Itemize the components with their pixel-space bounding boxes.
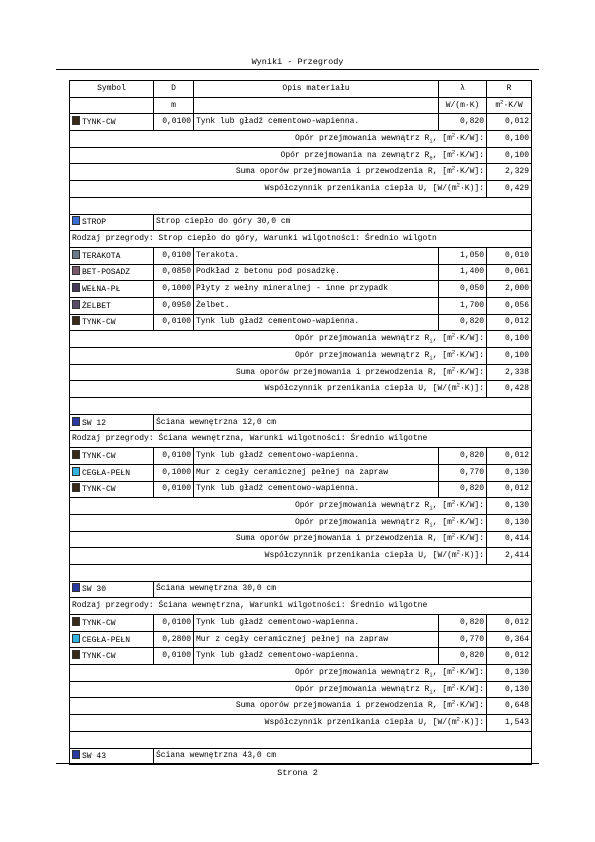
layer-lambda: 1,050 xyxy=(439,247,487,264)
summary-value: 0,130 xyxy=(487,681,532,698)
layer-description: Płyty z wełny mineralnej - inne przypadk xyxy=(194,281,439,298)
summary-value: 0,100 xyxy=(487,147,532,164)
layer-lambda: 0,820 xyxy=(439,481,487,498)
layer-lambda: 0,820 xyxy=(439,648,487,665)
layer-resistance: 0,012 xyxy=(487,114,532,131)
section-spacer-row xyxy=(70,564,532,581)
layer-symbol-text: BET-POSADZ xyxy=(82,268,131,278)
layer-symbol xyxy=(70,615,154,632)
material-layer-row xyxy=(70,481,532,498)
partition-symbol-text: SW 30 xyxy=(82,585,107,595)
layer-thickness: 0,0100 xyxy=(154,114,194,131)
layer-symbol xyxy=(70,114,154,131)
partition-symbol-text: SW 12 xyxy=(82,418,107,428)
partition-symbol xyxy=(70,214,154,231)
summary-label: Opór przejmowania wewnątrz $R_i$, $[m^2\cdot K/W]$: xyxy=(70,498,487,515)
summary-row xyxy=(70,147,532,164)
partition-type: Rodzaj przegrody: Strop ciepło do góry, Warunki wilgotności: Średnio wilgotn xyxy=(70,231,532,248)
summary-row xyxy=(70,381,532,398)
strop-material-icon xyxy=(72,216,80,225)
summary-row xyxy=(70,665,532,682)
partition-title-row xyxy=(70,214,532,231)
layer-symbol xyxy=(70,247,154,264)
layer-lambda: 0,770 xyxy=(439,631,487,648)
section-spacer xyxy=(70,197,532,214)
header-divider xyxy=(56,69,539,70)
layer-symbol-text: TYNK-CW xyxy=(82,618,116,628)
layer-description: Tynk lub gładź cementowo-wapienna. xyxy=(194,314,439,331)
partition-title-row xyxy=(70,581,532,598)
layer-description: Żelbet. xyxy=(194,297,439,314)
partition-symbol-text: STROP xyxy=(82,218,107,228)
layer-thickness: 0,1000 xyxy=(154,464,194,481)
partition-type-row xyxy=(70,231,532,248)
layer-thickness: 0,0950 xyxy=(154,297,194,314)
layer-symbol-text: ŻELBET xyxy=(82,301,111,311)
layer-lambda: 1,700 xyxy=(439,297,487,314)
summary-row xyxy=(70,164,532,181)
layer-symbol-text: TYNK-CW xyxy=(82,485,116,495)
summary-value: 0,428 xyxy=(487,381,532,398)
unit-lambda: W/(m·K) xyxy=(439,97,487,114)
summary-label: Opór przejmowania wewnątrz $R_i$, $[m^2\cdot K/W]$: xyxy=(70,331,487,348)
partition-type-row xyxy=(70,598,532,615)
summary-row xyxy=(70,331,532,348)
section-spacer-row xyxy=(70,197,532,214)
section-spacer xyxy=(70,564,532,581)
summary-label: Opór przejmowania wewnątrz $R_i$, $[m^2\cdot K/W]$: xyxy=(70,665,487,682)
cegla-material-icon xyxy=(72,634,80,643)
partition-type-row xyxy=(70,431,532,448)
summary-value: 2,338 xyxy=(487,364,532,381)
partition-name: Strop ciepło do góry 30,0 cm xyxy=(154,214,532,231)
summary-value: 0,130 xyxy=(487,514,532,531)
layer-lambda: 0,820 xyxy=(439,314,487,331)
layer-resistance: 0,012 xyxy=(487,314,532,331)
layer-symbol xyxy=(70,281,154,298)
units-description xyxy=(194,97,439,114)
sciana-material-icon xyxy=(72,750,80,759)
layer-description: Tynk lub gładź cementowo-wapienna. xyxy=(194,114,439,131)
section-spacer-row xyxy=(70,398,532,415)
summary-label: Opór przejmowania wewnątrz $R_i$, $[m^2\cdot K/W]$: xyxy=(70,348,487,365)
units-row xyxy=(70,97,532,114)
layer-resistance: 2,000 xyxy=(487,281,532,298)
layer-resistance: 0,061 xyxy=(487,264,532,281)
material-layer-row xyxy=(70,281,532,298)
layer-symbol-text: CEGŁA-PEŁN xyxy=(82,468,131,478)
summary-value: 0,100 xyxy=(487,348,532,365)
summary-label: Opór przejmowania wewnątrz $R_i$, $[m^2\cdot K/W]$: xyxy=(70,681,487,698)
tynk-material-icon xyxy=(72,116,80,125)
summary-label: Opór przejmowania wewnątrz $R_i$, $[m^2\cdot K/W]$: xyxy=(70,131,487,148)
material-layer-row xyxy=(70,297,532,314)
layer-thickness: 0,0100 xyxy=(154,648,194,665)
layer-thickness: 0,0100 xyxy=(154,615,194,632)
layer-lambda: 1,400 xyxy=(439,264,487,281)
tynk-material-icon xyxy=(72,650,80,659)
summary-label: Współczynnik przenikania ciepła U, $[W/(m^2\cdot K)]$: xyxy=(70,381,487,398)
layer-thickness: 0,0850 xyxy=(154,264,194,281)
layer-thickness: 0,0100 xyxy=(154,247,194,264)
partition-title-row xyxy=(70,414,532,431)
summary-label: Współczynnik przenikania ciepła U, $[W/(m^2\cdot K)]$: xyxy=(70,548,487,565)
terakota-material-icon xyxy=(72,250,80,259)
partition-name: Ściana wewnętrzna 30,0 cm xyxy=(154,581,532,598)
summary-value: 0,130 xyxy=(487,498,532,515)
sciana-material-icon xyxy=(72,583,80,592)
layer-symbol xyxy=(70,648,154,665)
layer-description: Tynk lub gładź cementowo-wapienna. xyxy=(194,648,439,665)
tynk-material-icon xyxy=(72,617,80,626)
layer-lambda: 0,820 xyxy=(439,114,487,131)
section-spacer xyxy=(70,731,532,748)
material-layer-row xyxy=(70,464,532,481)
col-header-r: R xyxy=(487,81,532,98)
header-row xyxy=(70,81,532,98)
col-header-lambda: λ xyxy=(439,81,487,98)
material-layer-row xyxy=(70,631,532,648)
summary-row xyxy=(70,681,532,698)
layer-description: Tynk lub gładź cementowo-wapienna. xyxy=(194,481,439,498)
tynk-material-icon xyxy=(72,316,80,325)
partition-type: Rodzaj przegrody: Ściana wewnętrzna, Warunki wilgotności: Średnio wilgotne xyxy=(70,431,532,448)
summary-row xyxy=(70,514,532,531)
layer-resistance: 0,364 xyxy=(487,631,532,648)
footer-divider xyxy=(56,763,539,764)
layer-symbol xyxy=(70,297,154,314)
summary-row xyxy=(70,348,532,365)
layer-lambda: 0,050 xyxy=(439,281,487,298)
summary-row xyxy=(70,715,532,732)
layer-description: Terakota. xyxy=(194,247,439,264)
summary-row xyxy=(70,548,532,565)
layer-symbol-text: WEŁNA-PŁ xyxy=(82,285,121,295)
summary-value: 0,429 xyxy=(487,181,532,198)
beton-material-icon xyxy=(72,266,80,275)
layer-resistance: 0,012 xyxy=(487,648,532,665)
summary-row xyxy=(70,531,532,548)
partition-name: Ściana wewnętrzna 12,0 cm xyxy=(154,414,532,431)
summary-value: 0,100 xyxy=(487,131,532,148)
material-layer-row xyxy=(70,648,532,665)
col-header-d: D xyxy=(154,81,194,98)
col-header-symbol: Symbol xyxy=(70,81,154,98)
layer-resistance: 0,056 xyxy=(487,297,532,314)
layer-symbol xyxy=(70,464,154,481)
tynk-material-icon xyxy=(72,483,80,492)
summary-row xyxy=(70,364,532,381)
material-layer-row xyxy=(70,615,532,632)
partition-name: Ściana wewnętrzna 43,0 cm xyxy=(154,748,532,765)
section-spacer xyxy=(70,398,532,415)
summary-value: 0,414 xyxy=(487,531,532,548)
layer-symbol-text: TERAKOTA xyxy=(82,251,121,261)
section-spacer-row xyxy=(70,731,532,748)
layer-symbol xyxy=(70,314,154,331)
summary-label: Opór przejmowania wewnątrz $R_i$, $[m^2\cdot K/W]$: xyxy=(70,514,487,531)
layer-description: Tynk lub gładź cementowo-wapienna. xyxy=(194,615,439,632)
summary-label: Opór przejmowania na zewnątrz $R_e$, $[m^2\cdot K/W]$: xyxy=(70,147,487,164)
material-layer-row xyxy=(70,114,532,131)
unit-r: $m^2\cdot K/W$ xyxy=(487,97,532,114)
partition-type: Rodzaj przegrody: Ściana wewnętrzna, Warunki wilgotności: Średnio wilgotne xyxy=(70,598,532,615)
layer-symbol xyxy=(70,481,154,498)
layer-symbol-text: TYNK-CW xyxy=(82,652,116,662)
layer-symbol xyxy=(70,264,154,281)
layer-description: Podkład z betonu pod posadzkę. xyxy=(194,264,439,281)
col-header-description: Opis materiału xyxy=(194,81,439,98)
layer-symbol-text: TYNK-CW xyxy=(82,318,116,328)
summary-row xyxy=(70,498,532,515)
material-layer-row xyxy=(70,314,532,331)
layer-thickness: 0,2800 xyxy=(154,631,194,648)
layer-thickness: 0,1000 xyxy=(154,281,194,298)
summary-row xyxy=(70,181,532,198)
zelbet-material-icon xyxy=(72,300,80,309)
summary-label: Suma oporów przejmowania i przewodzenia R, $[m^2\cdot K/W]$: xyxy=(70,164,487,181)
summary-label: Suma oporów przejmowania i przewodzenia R, $[m^2\cdot K/W]$: xyxy=(70,698,487,715)
summary-row xyxy=(70,698,532,715)
partition-symbol-text: SW 43 xyxy=(82,752,107,762)
layer-description: Mur z cegły ceramicznej pełnej na zapraw xyxy=(194,464,439,481)
summary-label: Suma oporów przejmowania i przewodzenia R, $[m^2\cdot K/W]$: xyxy=(70,531,487,548)
layer-description: Mur z cegły ceramicznej pełnej na zapraw xyxy=(194,631,439,648)
layer-lambda: 0,820 xyxy=(439,448,487,465)
partition-symbol xyxy=(70,581,154,598)
layer-resistance: 0,130 xyxy=(487,464,532,481)
units-symbol xyxy=(70,97,154,114)
tynk-material-icon xyxy=(72,450,80,459)
partition-symbol xyxy=(70,414,154,431)
material-layer-row xyxy=(70,448,532,465)
unit-d: m xyxy=(154,97,194,114)
layer-thickness: 0,0100 xyxy=(154,448,194,465)
layer-resistance: 0,010 xyxy=(487,247,532,264)
results-table xyxy=(69,80,532,765)
layer-resistance: 0,012 xyxy=(487,448,532,465)
summary-label: Współczynnik przenikania ciepła U, $[W/(m^2\cdot K)]$: xyxy=(70,715,487,732)
summary-value: 0,648 xyxy=(487,698,532,715)
summary-label: Suma oporów przejmowania i przewodzenia R, $[m^2\cdot K/W]$: xyxy=(70,364,487,381)
material-layer-row xyxy=(70,264,532,281)
layer-symbol-text: TYNK-CW xyxy=(82,118,116,128)
layer-thickness: 0,0100 xyxy=(154,481,194,498)
layer-resistance: 0,012 xyxy=(487,615,532,632)
layer-resistance: 0,012 xyxy=(487,481,532,498)
layer-symbol-text: CEGŁA-PEŁN xyxy=(82,635,131,645)
summary-value: 0,130 xyxy=(487,665,532,682)
page-title: Wyniki - Przegrody xyxy=(251,57,344,67)
layer-thickness: 0,0100 xyxy=(154,314,194,331)
cegla-material-icon xyxy=(72,467,80,476)
layer-description: Tynk lub gładź cementowo-wapienna. xyxy=(194,448,439,465)
page-footer: Strona 2 xyxy=(277,768,318,778)
summary-value: 2,329 xyxy=(487,164,532,181)
layer-symbol-text: TYNK-CW xyxy=(82,451,116,461)
layer-lambda: 0,770 xyxy=(439,464,487,481)
summary-label: Współczynnik przenikania ciepła U, $[W/(m^2\cdot K)]$: xyxy=(70,181,487,198)
summary-value: 0,100 xyxy=(487,331,532,348)
layer-lambda: 0,820 xyxy=(439,615,487,632)
summary-row xyxy=(70,131,532,148)
welna-material-icon xyxy=(72,283,80,292)
sciana-material-icon xyxy=(72,417,80,426)
summary-value: 1,543 xyxy=(487,715,532,732)
layer-symbol xyxy=(70,631,154,648)
material-layer-row xyxy=(70,247,532,264)
layer-symbol xyxy=(70,448,154,465)
summary-value: 2,414 xyxy=(487,548,532,565)
